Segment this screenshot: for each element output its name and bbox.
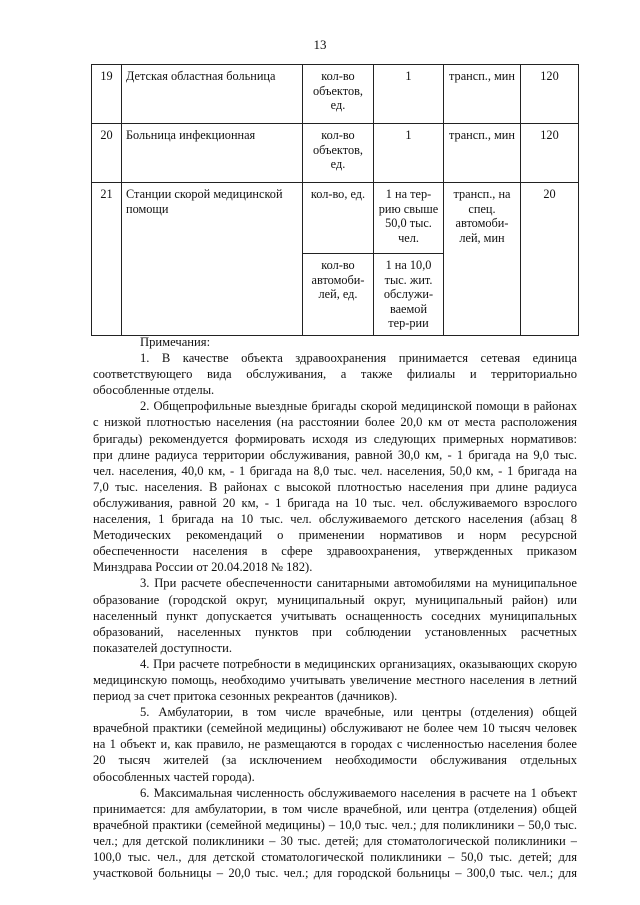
notes-heading: Примечания:: [140, 335, 211, 349]
row-number: 21: [92, 183, 122, 336]
limit: 120: [521, 65, 579, 124]
unit: кол-во объектов, ед.: [303, 124, 374, 183]
text-line: населенный пункт допускается учитывать оснащенность соседних муниципальных: [93, 608, 577, 623]
text-line: 3. При расчете обеспеченности санитарными автомобилями на муниципальное: [140, 576, 577, 591]
value: 1 на 10,0 тыс. жит. обслужи-ваемой тер-рии: [374, 254, 444, 336]
note-paragraph: [93, 350, 577, 398]
text-line: 1. В качестве объекта здравоохранения принимается сетевая единица: [140, 351, 577, 366]
text-line: 20 тысяч жителей (за исключением необходимости обслуживания отдельных: [93, 753, 577, 768]
facility-name: Детская областная больница: [122, 65, 303, 124]
text-line: обособленных частей города).: [93, 769, 255, 784]
norms-table: [91, 64, 579, 336]
text-line: с низкой плотностью населения (на расстоянии более 20,0 км от места расположения: [93, 415, 577, 430]
row-number: 19: [92, 65, 122, 124]
text-line: при длине радиуса территории обслуживания, равной 30,0 км, - 1 бригада на 9,0 тыс.: [93, 447, 577, 462]
text-line: Методических рекомендаций о применении нормативов и норм ресурсной: [93, 528, 577, 543]
value: 1: [374, 65, 444, 124]
text-line: 7,0 тыс. населения. В районах с высокой плотностью населения при длине радиуса: [93, 479, 577, 494]
text-line: образование (городской округ, муниципальный округ, муниципальный район) или: [93, 592, 577, 607]
value: 1 на тер-рию свыше 50,0 тыс. чел.: [374, 183, 444, 254]
text-line: населения, 1 бригада на 10 тыс. чел. обслуживаемого детского населения (абзац 8: [93, 512, 577, 527]
text-line: показателей доступности.: [93, 640, 232, 655]
text-line: 4. При расчете потребности в медицинских организациях, оказывающих скорую: [140, 656, 577, 671]
limit: 20: [521, 183, 579, 336]
text-line: принимается: для амбулатории, в том числе врачебной, или центра (отделения) общей: [93, 801, 577, 816]
facility-name: Больница инфекционная: [122, 124, 303, 183]
note-paragraph: [93, 785, 577, 882]
text-line: обслуживания, равной 20 км, - 1 бригада на 10 тыс. чел. обслуживаемого взрослого: [93, 495, 577, 510]
note-paragraph: [93, 575, 577, 655]
note-paragraph: [93, 656, 577, 704]
measure: трансп., на спец. автомоби-лей, мин: [444, 183, 521, 336]
table-row: [92, 65, 579, 124]
measure: трансп., мин: [444, 124, 521, 183]
value: 1: [374, 124, 444, 183]
text-line: 6. Максимальная численность обслуживаемого населения в расчете на 1 объект: [140, 785, 577, 800]
text-line: 5. Амбулатории, в том числе врачебные, или центры (отделения) общей: [140, 705, 577, 720]
unit: кол-во автомоби-лей, ед.: [303, 254, 374, 336]
text-line: чел.; для детской поликлиники – 30 тыс. детей; для стоматологической поликлиники –: [93, 833, 577, 848]
text-line: 100,0 тыс. чел., для детской стоматологической поликлиники – 50,0 тыс. детей; для: [93, 850, 577, 864]
unit: кол-во, ед.: [303, 183, 374, 254]
text-line: врачебной практики (семейной медицины) – 10,0 тыс. чел.; для поликлиники – 50,0 тыс.: [93, 817, 577, 832]
text-line: Минздрава России от 20.04.2018 № 182).: [93, 560, 313, 575]
text-line: обеспеченности населения в сфере здравоохранения, утвержденных приказом: [93, 544, 577, 559]
text-line: медицинскую помощь, необходимо учитывать увеличение местного населения в летний: [93, 672, 577, 687]
unit: кол-во объектов, ед.: [303, 65, 374, 124]
text-line: соответствующего вида обслуживания, а также филиалы и территориально: [93, 367, 577, 382]
table-row: [92, 183, 579, 254]
note-paragraph: [93, 704, 577, 784]
notes-section: [93, 334, 577, 881]
text-line: на 1 объект и, как правило, не размещаются в городах с численностью населения более: [93, 737, 577, 752]
page-number: 13: [313, 37, 327, 52]
text-line: участковой больницы – 20,0 тыс. чел.; для городской больницы – 300,0 тыс. чел.; для: [93, 866, 577, 881]
measure: трансп., мин: [444, 65, 521, 124]
text-line: 2. Общепрофильные выездные бригады скорой медицинской помощи в районах: [140, 399, 577, 414]
text-line: период за счет притока сезонных рекреантов (дачников).: [93, 689, 398, 704]
facility-name: Станции скорой медицинской помощи: [122, 183, 303, 336]
note-paragraph: [93, 398, 577, 575]
text-line: врачебной практики (семейной медицины) обслуживают не более чем 10 тысяч человек: [93, 721, 577, 736]
text-line: образований, населенных пунктов при соблюдении установленных расчетных: [93, 624, 577, 639]
row-number: 20: [92, 124, 122, 183]
table-row: [92, 124, 579, 183]
text-line: бригады) рекомендуется формировать исходя из следующих примерных нормативов:: [93, 431, 577, 446]
text-line: обособленные отделы.: [93, 383, 215, 398]
text-line: чел. населения, 40,0 км, - 1 бригада на 8,0 тыс. чел. населения, 50,0 км, - 1 бригада на: [93, 463, 577, 478]
limit: 120: [521, 124, 579, 183]
